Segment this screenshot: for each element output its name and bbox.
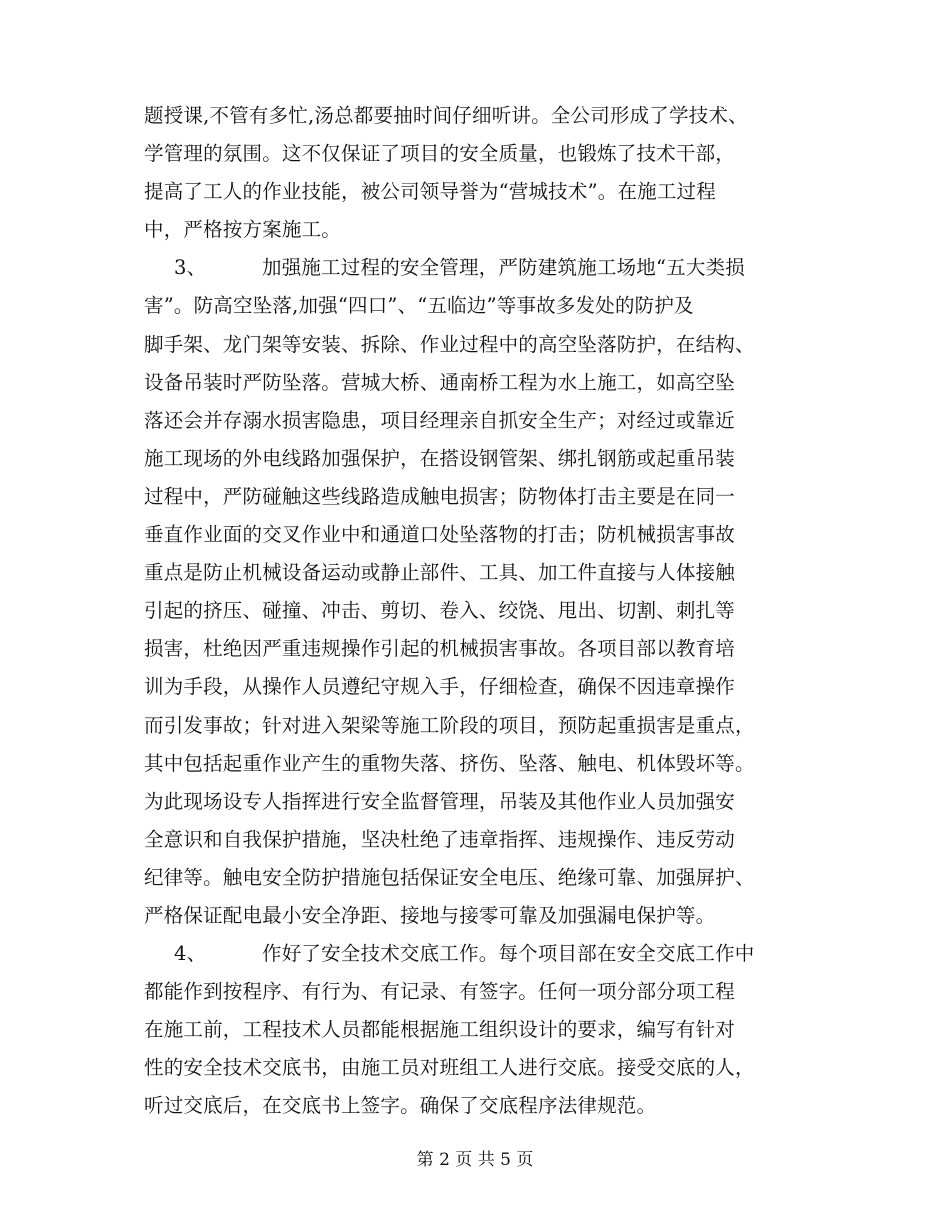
text-line: 听过交底后，在交底书上签字。确保了交底程序法律规范。: [144, 1094, 657, 1118]
text-line: 题授课,不管有多忙,汤总都要抽时间仔细听讲。全公司形成了学技术、: [144, 104, 748, 127]
text-line: 严格保证配电最小安全净距、接地与接零可靠及加强漏电保护等。: [144, 903, 716, 927]
text-line: 全意识和自我保护措施，坚决杜绝了违章指挥、违规操作、违反劳动: [144, 827, 736, 851]
text-line: 作好了安全技术交底工作。每个项目部在安全交底工作中: [262, 942, 755, 966]
paragraph-number: 4、: [174, 942, 207, 966]
paragraph-4: [144, 935, 804, 1125]
document-body: [144, 97, 804, 1126]
paragraph-first-line: [144, 935, 804, 973]
text-line: 引起的挤压、碰撞、冲击、剪切、卷入、绞饶、甩出、切割、刺扎等: [144, 599, 736, 623]
paragraph-1: [144, 97, 804, 249]
text-line: 训为手段，从操作人员遵纪守规入手，仔细检查，确保不因违章操作: [144, 675, 736, 699]
text-line: 而引发事故；针对进入架梁等施工阶段的项目，预防起重损害是重点，: [144, 713, 755, 737]
text-line: 设备吊装时严防坠落。营城大桥、通南桥工程为水上施工，如高空坠: [144, 370, 736, 394]
text-line: 施工现场的外电线路加强保护，在搭设钢管架、绑扎钢筋或起重吊装: [144, 446, 736, 470]
text-line: 中，严格按方案施工。: [144, 218, 342, 242]
text-line: 加强施工过程的安全管理，严防建筑施工场地“五大类损: [262, 256, 745, 280]
text-line: 为此现场设专人指挥进行安全监督管理，吊装及其他作业人员加强安: [144, 789, 736, 813]
text-line: 学管理的氛围。这不仅保证了项目的安全质量，也锻炼了技术干部，: [144, 142, 736, 166]
text-line: 损害，杜绝因严重违规操作引起的机械损害事故。各项目部以教育培: [144, 637, 736, 661]
page-number-label: 第 2 页 共 5 页: [416, 1150, 534, 1170]
text-line: 其中包括起重作业产生的重物失落、挤伤、坠落、触电、机体毁坏等。: [144, 751, 755, 775]
text-line: 提高了工人的作业技能，被公司领导誉为“营城技术”。在施工过程: [144, 180, 716, 204]
paragraph-3: [144, 249, 804, 935]
text-line: 在施工前，工程技术人员都能根据施工组织设计的要求，编写有针对: [144, 1018, 736, 1042]
paragraph-number: 3、: [174, 256, 207, 280]
paragraph-first-line: [144, 249, 804, 287]
text-line: 纪律等。触电安全防护措施包括保证安全电压、绝缘可靠、加强屏护、: [144, 865, 755, 889]
text-line: 性的安全技术交底书，由施工员对班组工人进行交底。接受交底的人，: [144, 1056, 755, 1080]
text-line: 重点是防止机械设备运动或静止部件、工具、加工件直接与人体接触: [144, 561, 736, 585]
text-line: 落还会并存溺水损害隐患，项目经理亲自抓安全生产；对经过或靠近: [144, 408, 736, 432]
text-line: 害”。防高空坠落,加强“四口”、“五临边”等事故多发处的防护及: [144, 294, 694, 318]
text-line: 垂直作业面的交叉作业中和通道口处坠落物的打击；防机械损害事故: [144, 523, 736, 547]
text-line: 都能作到按程序、有行为、有记录、有签字。任何一项分部分项工程: [144, 980, 736, 1004]
text-line: 过程中，严防碰触这些线路造成触电损害；防物体打击主要是在同一: [144, 484, 736, 508]
text-line: 脚手架、龙门架等安装、拆除、作业过程中的高空坠落防护，在结构、: [144, 332, 755, 356]
page-footer: [0, 1148, 950, 1172]
